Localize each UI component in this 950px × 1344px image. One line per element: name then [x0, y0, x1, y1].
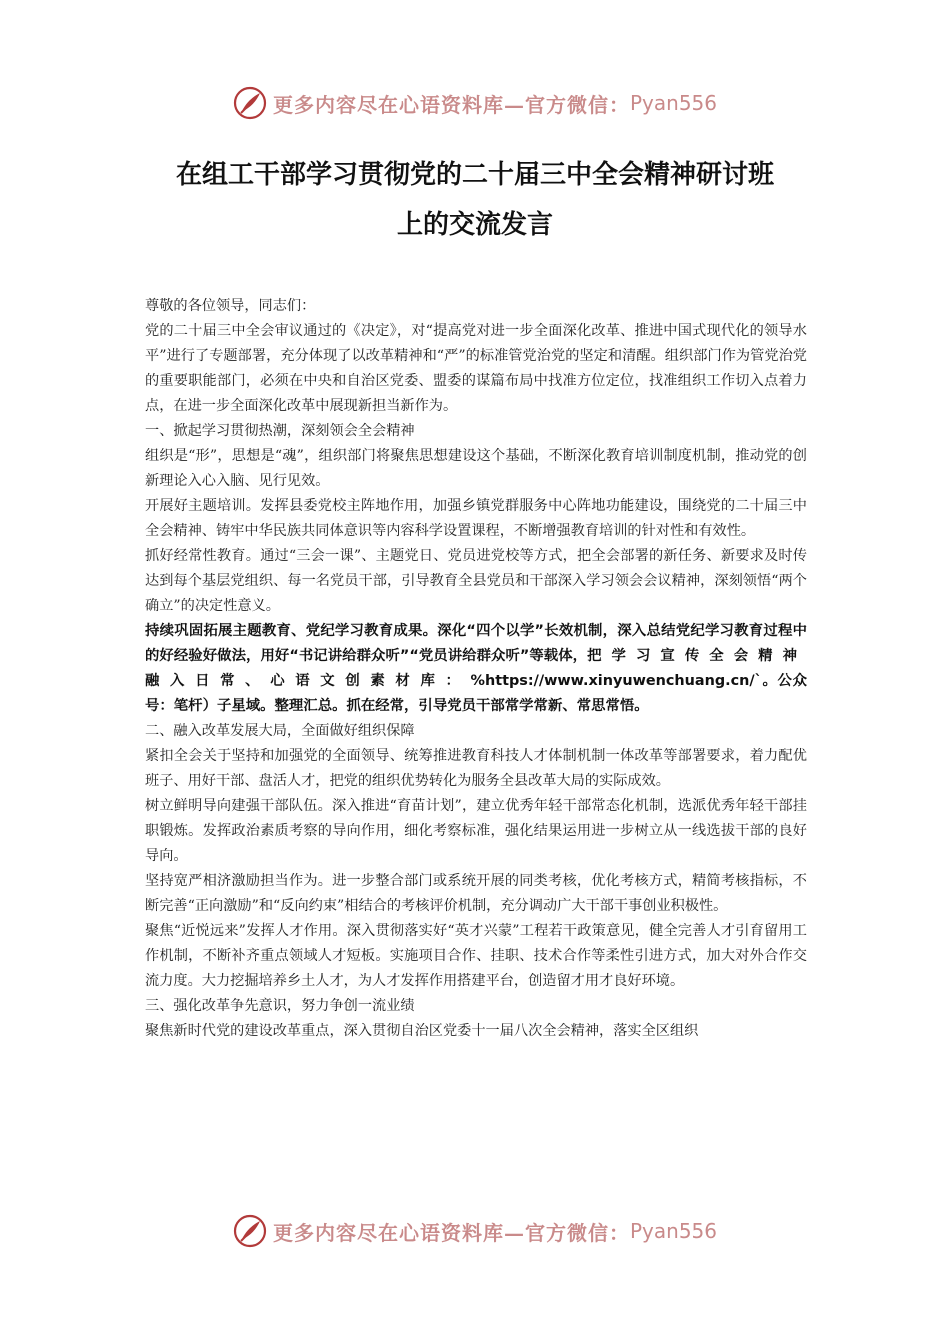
banner-wechat-id: Pyan556 [629, 1219, 717, 1243]
paragraph: 尊敬的各位领导，同志们： [145, 298, 316, 314]
bold-paragraph [145, 619, 807, 719]
footer-banner [0, 1211, 950, 1251]
bold-paragraph-part1: 持续巩固拓展主题教育、党纪学习教育成果。深化“四个以学”长效机制，深入总结党纪学习教育过程中的好经验好做法，用好“书记讲给群众听”“党员讲给群众听”等载体， [145, 623, 807, 664]
paragraph: 组织是“形”，思想是“魂”，组织部门将聚焦思想建设这个基础，不断深化教育培训制度机制，推动党的创新理论入心入脑、见行见效。 [145, 448, 807, 489]
section-heading: 二、融入改革发展大局，全面做好组织保障 [145, 723, 415, 739]
banner-text: 更多内容尽在心语资料库—官方微信： [272, 92, 630, 117]
paragraph: 抓好经常性教育。通过“三会一课”、主题党日、党员进党校等方式，把全会部署的新任务、新要求及时传达到每个基层党组织、每一名党员干部，引导教育全县党员和干部深入学习领会会议精神，深刻领悟“两个确立”的决定性意义。 [145, 548, 807, 614]
paragraph: 开展好主题培训。发挥县委党校主阵地作用，加强乡镇党群服务中心阵地功能建设，围绕党的二十届三中全会精神、铸牢中华民族共同体意识等内容科学设置课程，不断增强教育培训的针对性和有效性。 [145, 498, 807, 539]
banner-wechat-id: Pyan556 [629, 91, 717, 115]
banner-text: 更多内容尽在心语资料库—官方微信： [272, 1220, 630, 1245]
title-line-1: 在组工干部学习贯彻党的二十届三中全会精神研讨班 [175, 160, 774, 190]
section-heading: 一、掀起学习贯彻热潮，深刻领会全会精神 [145, 423, 415, 439]
section-heading: 三、强化改革争先意识，努力争创一流业绩 [145, 998, 415, 1014]
paragraph: 坚持宽严相济激励担当作为。进一步整合部门或系统开展的同类考核，优化考核方式，精简考核指标，不断完善“正向激励”和“反向约束”相结合的考核评价机制，充分调动广大干部干事创业积极性。 [145, 873, 807, 914]
bold-paragraph-part3: %https://www.xinyuwenchuang.cn/`。公众号：笔杆）子星域。整理汇总。抓在经常，引导党员干部常学常新、常思常悟。 [145, 673, 807, 714]
paragraph: 紧扣全会关于坚持和加强党的全面领导、统筹推进教育科技人才体制机制一体改革等部署要求，着力配优班子、用好干部、盘活人才，把党的组织优势转化为服务全县改革大局的实际成效。 [145, 748, 807, 789]
feather-pen-icon [233, 1214, 267, 1248]
paragraph: 党的二十届三中全会审议通过的《决定》，对“提高党对进一步全面深化改革、推进中国式现代化的领导水平”进行了专题部署，充分体现了以改革精神和“严”的标准管党治党的坚定和清醒。组织部门作为管党治党的重要职能部门，必须在中央和自治区党委、盟委的谋篇布局中找准方位定位，找准组织工作切入点着力点，在进一步全面深化改革中展现新担当新作为。 [145, 323, 807, 414]
title-line-2: 上的交流发言 [396, 210, 553, 240]
document-body [145, 294, 807, 1044]
paragraph: 聚焦“近悦远来”发挥人才作用。深入贯彻落实好“英才兴蒙”工程若干政策意见，健全完善人才引育留用工作机制，不断补齐重点领域人才短板。实施项目合作、挂职、技术合作等柔性引进方式，加大对外合作交流力度。大力挖掘培养乡土人才，为人才发挥作用搭建平台，创造留才用才良好环境。 [145, 923, 807, 989]
header-banner [0, 83, 950, 123]
paragraph: 聚焦新时代党的建设改革重点，深入贯彻自治区党委十一届八次全会精神，落实全区组织 [145, 1023, 699, 1039]
bold-paragraph-part2: 把学习宣传全会精神融入日常、心语文创素材库： [145, 648, 807, 689]
feather-pen-icon [233, 86, 267, 120]
paragraph: 树立鲜明导向建强干部队伍。深入推进“育苗计划”，建立优秀年轻干部常态化机制，选派优秀年轻干部挂职锻炼。发挥政治素质考察的导向作用，细化考察标准，强化结果运用进一步树立从一线选拔干部的良好导向。 [145, 798, 807, 864]
document-title [140, 150, 810, 250]
